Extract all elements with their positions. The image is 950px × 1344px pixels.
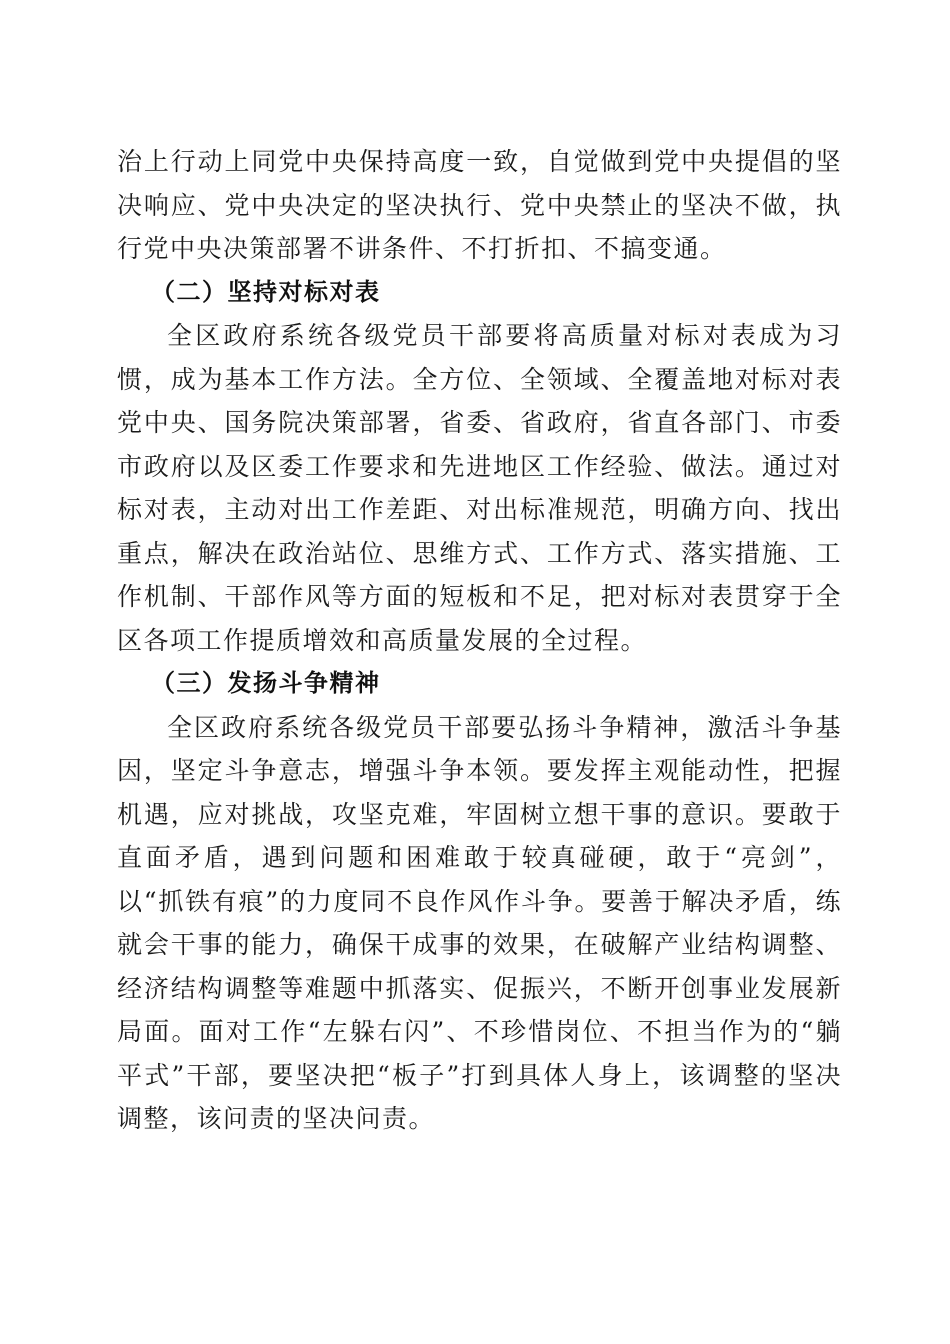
paragraph-2: 全区政府系统各级党员干部要将高质量对标对表成为习惯，成为基本工作方法。全方位、全领域、全覆盖地对标对表党中央、国务院决策部署，省委、省政府，省直各部门、市委市政府以及区委工作要求和先进地区工作经验、做法。通过对标对表，主动对出工作差距、对出标准规范，明确方向、找出重点，解决在政治站位、思维方式、工作方式、落实措施、工作机制、干部作风等方面的短板和不足，把对标对表贯穿于全区各项工作提质增效和高质量发展的全过程。 <box>117 321 842 655</box>
paragraph-continuation: 治上行动上同党中央保持高度一致，自觉做到党中央提倡的坚决响应、党中央决定的坚决执行、党中央禁止的坚决不做，执行党中央决策部署不讲条件、不打折扣、不搞变通。 <box>117 147 842 263</box>
document-body <box>117 140 842 1141</box>
section-heading-2: （二）坚持对标对表 <box>151 277 381 306</box>
section-heading-3: （三）发扬斗争精神 <box>151 669 381 697</box>
paragraph-3: 全区政府系统各级党员干部要弘扬斗争精神，激活斗争基因，坚定斗争意志，增强斗争本领。要发挥主观能动性，把握机遇，应对挑战，攻坚克难，牢固树立想干事的意识。要敢于直面矛盾，遇到问题和困难敢于较真碰硬，敢于“亮剑”，以“抓铁有痕”的力度同不良作风作斗争。要善于解决矛盾，练就会干事的能力，确保干成事的效果，在破解产业结构调整、经济结构调整等难题中抓落实、促振兴，不断开创事业发展新局面。面对工作“左躲右闪”、不珍惜岗位、不担当作为的“躺平式”干部，要坚决把“板子”打到具体人身上，该调整的坚决调整，该问责的坚决问责。 <box>117 712 842 1133</box>
